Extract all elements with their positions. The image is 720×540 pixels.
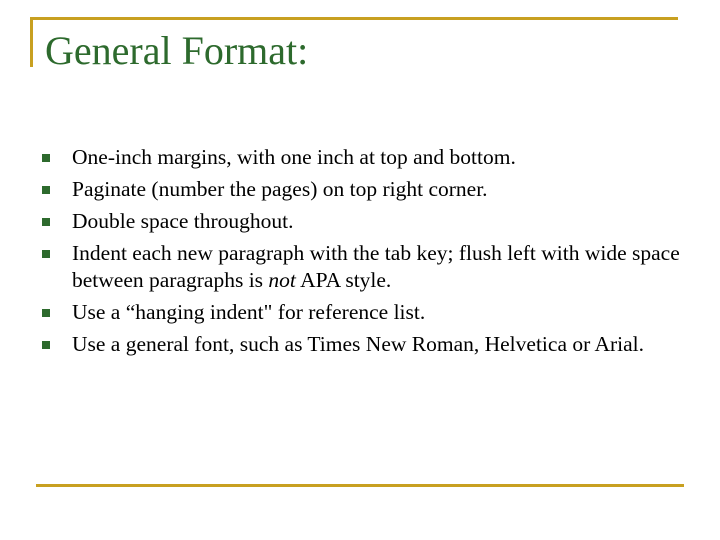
square-bullet-icon: [42, 154, 50, 162]
list-item: [42, 144, 682, 171]
bullet-list: [42, 144, 682, 363]
top-frame-rule: [30, 17, 678, 20]
bullet-text-before: Indent each new paragraph with the tab key; flush left with wide space between paragraphs is: [72, 241, 680, 292]
square-bullet-icon: [42, 218, 50, 226]
square-bullet-icon: [42, 250, 50, 258]
list-item: [42, 208, 682, 235]
bottom-frame-rule: [36, 484, 684, 487]
bullet-text: Double space throughout.: [72, 209, 294, 233]
bullet-text: [72, 241, 680, 292]
list-item: [42, 176, 682, 203]
emphasis-text: not: [268, 268, 296, 292]
bullet-text: One-inch margins, with one inch at top and bottom.: [72, 145, 516, 169]
bullet-text: Use a “hanging indent" for reference list.: [72, 300, 426, 324]
bullet-text-after: APA style.: [295, 268, 392, 292]
bullet-text: Paginate (number the pages) on top right corner.: [72, 177, 488, 201]
bullet-text: Use a general font, such as Times New Roman, Helvetica or Arial.: [72, 332, 645, 356]
left-frame-rule: [30, 17, 33, 67]
list-item: [42, 240, 682, 294]
slide-title: General Format:: [45, 28, 309, 73]
list-item: [42, 299, 682, 326]
list-item: [42, 331, 682, 358]
square-bullet-icon: [42, 186, 50, 194]
square-bullet-icon: [42, 309, 50, 317]
square-bullet-icon: [42, 341, 50, 349]
